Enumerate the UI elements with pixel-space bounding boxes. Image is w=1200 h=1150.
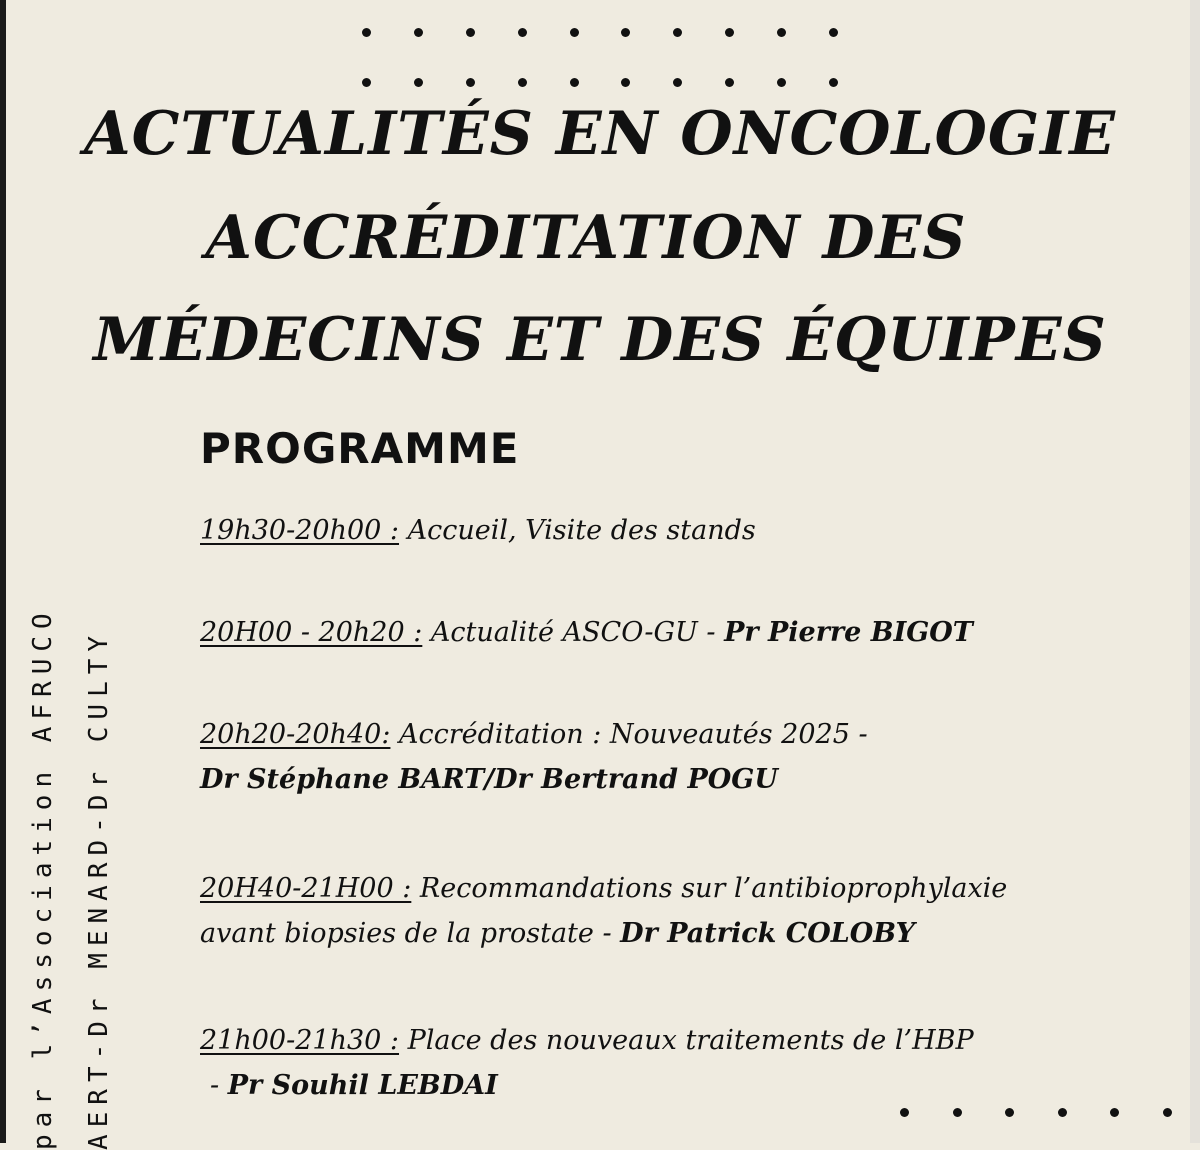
item-time: 20H00 - 20h20 : xyxy=(200,617,423,648)
dot xyxy=(518,78,527,87)
decorative-dots-row-2 xyxy=(362,78,838,87)
left-border-rule xyxy=(0,0,6,1143)
dot xyxy=(570,28,579,37)
dot xyxy=(673,28,682,37)
programme-item xyxy=(200,1018,974,1108)
item-text: Accueil, Visite des stands xyxy=(399,515,756,546)
item-text-continued: - xyxy=(210,1070,228,1101)
dot xyxy=(621,28,630,37)
title-line-3: MÉDECINS ET DES ÉQUIPES xyxy=(93,305,1107,375)
dot xyxy=(362,78,371,87)
item-text: Recommandations sur l’antibioprophylaxie xyxy=(411,873,1008,904)
dot xyxy=(570,78,579,87)
dot xyxy=(953,1108,962,1117)
programme-heading: PROGRAMME xyxy=(200,424,520,473)
dot xyxy=(414,28,423,37)
dot xyxy=(725,28,734,37)
item-text: Accréditation : Nouveautés 2025 - xyxy=(390,719,868,750)
dot xyxy=(518,28,527,37)
dot xyxy=(621,78,630,87)
dot xyxy=(362,28,371,37)
dot xyxy=(466,28,475,37)
programme-item xyxy=(200,866,1007,956)
decorative-dots-bottom xyxy=(900,1108,1172,1117)
programme-item xyxy=(200,508,756,553)
dot xyxy=(725,78,734,87)
dot xyxy=(673,78,682,87)
item-text-line-2 xyxy=(200,1063,974,1108)
dot xyxy=(414,78,423,87)
item-text-line-2 xyxy=(200,911,1007,956)
dot xyxy=(466,78,475,87)
item-speaker: Dr Patrick COLOBY xyxy=(620,918,915,949)
item-time: 20H40-21H00 : xyxy=(200,873,412,904)
item-time: 20h20-20h40: xyxy=(200,719,391,750)
item-text: Actualité ASCO-GU - xyxy=(422,617,725,648)
title-line-2: ACCRÉDITATION DES xyxy=(205,203,967,273)
dot xyxy=(829,28,838,37)
item-speaker: Pr Souhil LEBDAI xyxy=(227,1070,498,1101)
item-speaker: Dr Stéphane BART/Dr Bertrand POGU xyxy=(200,764,778,795)
dot xyxy=(777,28,786,37)
programme-item xyxy=(200,712,868,802)
vertical-organizer-text: par l’Association AFRUCO xyxy=(28,606,58,1150)
dot xyxy=(1163,1108,1172,1117)
dot xyxy=(900,1108,909,1117)
title-line-1: ACTUALITÉS EN ONCOLOGIE xyxy=(84,99,1116,169)
dot xyxy=(1058,1108,1067,1117)
decorative-dots-row-1 xyxy=(362,28,838,37)
item-text-continued: avant biopsies de la prostate - xyxy=(200,918,621,949)
dot xyxy=(829,78,838,87)
item-speaker: Pr Pierre BIGOT xyxy=(724,617,973,648)
dot xyxy=(777,78,786,87)
programme-item xyxy=(200,610,973,655)
right-edge xyxy=(1190,0,1200,1143)
item-time: 21h00-21h30 : xyxy=(200,1025,400,1056)
dot xyxy=(1110,1108,1119,1117)
item-time: 19h30-20h00 : xyxy=(200,515,400,546)
dot xyxy=(1005,1108,1014,1117)
vertical-organizer-names: AERT-Dr MENARD-Dr CULTY xyxy=(84,628,114,1150)
item-text: Place des nouveaux traitements de l’HBP xyxy=(399,1025,974,1056)
